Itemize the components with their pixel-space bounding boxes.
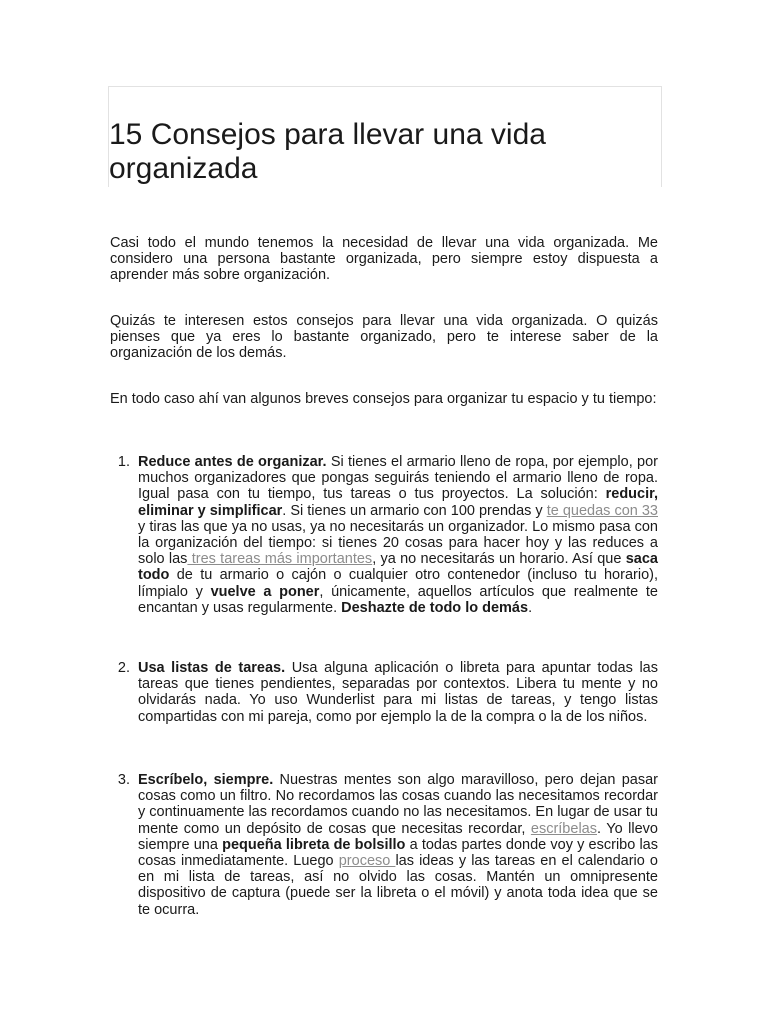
text-run: . bbox=[528, 599, 533, 616]
bold-phrase: Reduce antes de organizar. bbox=[138, 454, 327, 470]
inline-link[interactable]: escríbelas bbox=[530, 820, 597, 837]
text-run: , ya no necesitarás un horario. Así que bbox=[372, 551, 626, 568]
list-item-text bbox=[138, 454, 658, 616]
list-item bbox=[110, 660, 658, 725]
list-item bbox=[110, 772, 658, 918]
text-run: y tiras las que ya no usas, ya no necesitarás un organizador. Lo mismo pasa con la organización del tiempo: si tienes 20 cosas para hacer hoy y las reduces a solo las bbox=[138, 518, 658, 568]
inline-link[interactable]: tres tareas más importantes bbox=[187, 551, 373, 568]
text-run: Nuestras mentes son algo maravilloso, pero dejan pasar cosas como un filtro. No recordamos las cosas cuando las necesitamos recordar y continuamente las recordamos cuando no las necesitamos. En lugar de usar tu mente como un depósito de cosas que necesitas recordar, bbox=[138, 772, 658, 837]
list-number: 3. bbox=[117, 772, 130, 788]
bold-phrase: Escríbelo, siempre. bbox=[138, 772, 274, 788]
bold-phrase: Deshazte de todo lo demás bbox=[341, 599, 529, 616]
bold-phrase: reducir, eliminar y simplificar bbox=[138, 486, 658, 519]
list-number: 1. bbox=[117, 454, 130, 470]
intro-paragraph-1: Casi todo el mundo tenemos la necesidad de llevar una vida organizada. Me considero una persona bastante organizada, pero siempre estoy dispuesta a aprender más sobre organización. bbox=[110, 235, 658, 284]
text-run: , únicamente, aquellos artículos que realmente te encantan y usas regularmente. bbox=[138, 583, 658, 616]
text-run: de tu armario o cajón o cualquier otro contenedor (incluso tu horario), límpialo y bbox=[138, 567, 658, 600]
inline-link[interactable]: te quedas con 33 bbox=[546, 502, 658, 519]
intro-paragraph-2: Quizás te interesen estos consejos para llevar una vida organizada. O quizás pienses que ya eres lo bastante organizado, pero te interese saber de la organización de los demás. bbox=[110, 313, 658, 362]
text-run: Usa alguna aplicación o libreta para apuntar todas las tareas que tienes pendientes, separadas por contextos. Libera tu mente y no olvidarás nada. Yo uso Wunderlist para mi listas de tareas, y tengo listas compartidas con mi pareja, como por ejemplo la de la compra o la de los niños. bbox=[138, 660, 658, 725]
text-run: las ideas y las tareas en el calendario o en mi lista de tareas, así no olvido las cosas. Mantén un omnipresente dispositivo de captura (puede ser la libreta o el móvil) y anota toda idea que se te ocurra. bbox=[138, 853, 658, 918]
list-item-text bbox=[138, 772, 658, 918]
intro-paragraph-3: En todo caso ahí van algunos breves consejos para organizar tu espacio y tu tiempo: bbox=[110, 391, 657, 407]
bold-phrase: Usa listas de tareas. bbox=[138, 660, 286, 676]
text-run: a todas partes donde voy y escribo las cosas inmediatamente. Luego bbox=[138, 836, 658, 870]
list-item bbox=[110, 454, 658, 616]
text-run: . Si tienes un armario con 100 prendas y bbox=[282, 502, 547, 519]
bold-phrase: vuelve a poner bbox=[210, 583, 320, 600]
page-title: 15 Consejos para llevar una vida organizada bbox=[109, 118, 546, 185]
bold-phrase: saca todo bbox=[138, 551, 658, 584]
list-item-text bbox=[138, 660, 658, 725]
inline-link[interactable]: proceso bbox=[338, 853, 396, 870]
text-run: . Yo llevo siempre una bbox=[138, 820, 658, 853]
list-number: 2. bbox=[117, 660, 130, 676]
text-run: Si tienes el armario lleno de ropa, por ejemplo, por muchos organizadores que pongas seguirás teniendo el armario lleno de ropa. Igual pasa con tu tiempo, tus tareas o tus proyectos. La solución: bbox=[138, 454, 658, 503]
bold-phrase: pequeña libreta de bolsillo bbox=[222, 836, 406, 853]
